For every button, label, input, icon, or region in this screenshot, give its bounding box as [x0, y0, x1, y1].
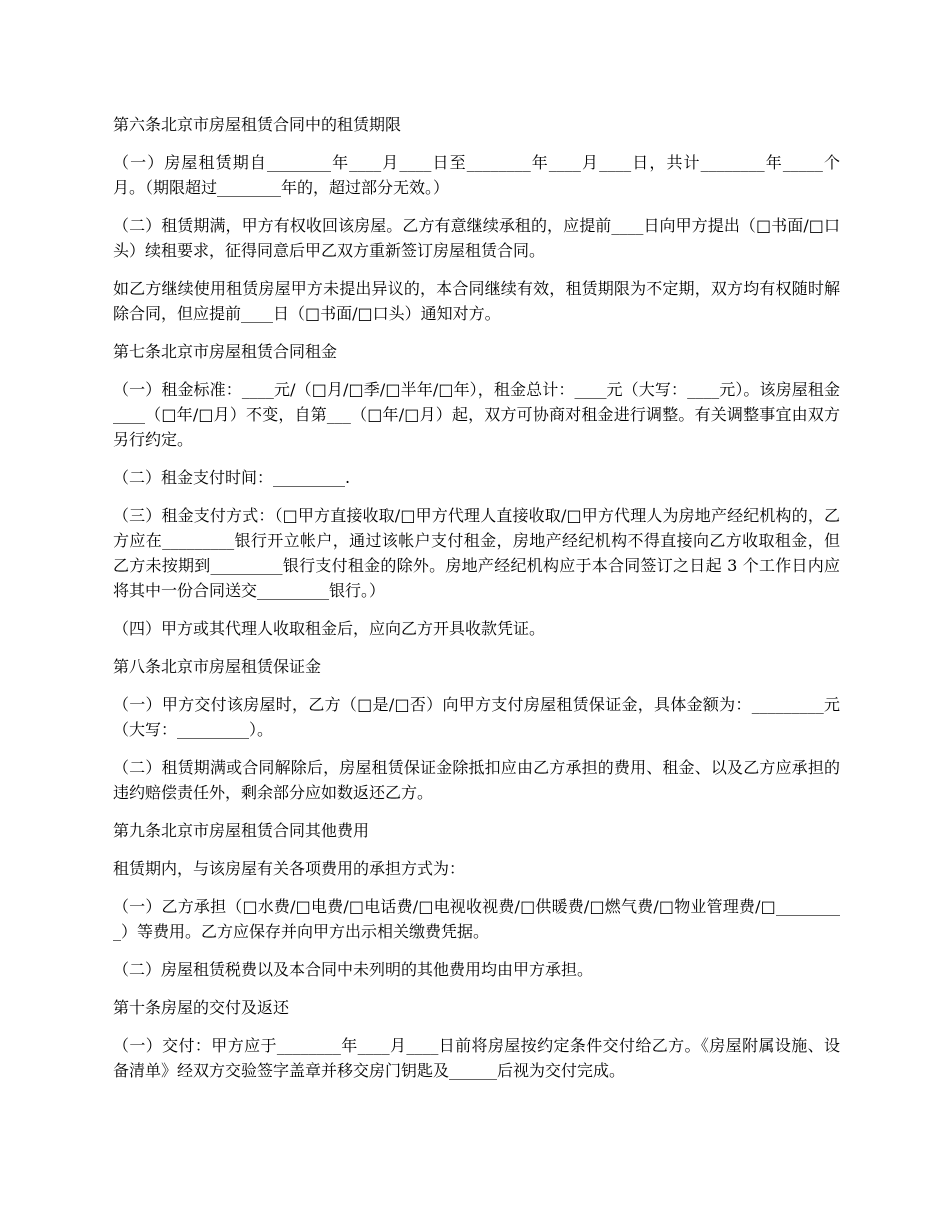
paragraph-rent-receipt: （四）甲方或其代理人收取租金后，应向乙方开具收款凭证。	[113, 619, 546, 638]
paragraph-deposit-return: （二）租赁期满或合同解除后，房屋租赁保证金除抵扣应由乙方承担的费用、租金、以及乙方应承担的违约赔偿责任外，剩余部分应如数返还乙方。	[113, 758, 840, 802]
document-page	[113, 112, 840, 1096]
section-heading-article-6: 第六条北京市房屋租赁合同中的租赁期限	[113, 115, 402, 134]
paragraph-handover: （一）交付：甲方应于________年____月____日前将房屋按约定条件交付给乙方。《房屋附属设施、设备清单》经双方交验签字盖章并移交房门钥匙及______后视为交付完成。	[113, 1036, 840, 1080]
paragraph-lease-term: （一）房屋租赁期自________年____月____日至________年____月____日，共计________年_____个月。（期限超过________年的，超过部分无效。）	[113, 153, 840, 197]
section-heading-article-7: 第七条北京市房屋租赁合同租金	[113, 342, 338, 361]
paragraph-fees-landlord: （二）房屋租赁税费以及本合同中未列明的其他费用均由甲方承担。	[113, 960, 594, 979]
paragraph-deposit-amount: （一）甲方交付该房屋时，乙方（□是/□否）向甲方支付房屋租赁保证金，具体金额为：_________元（大写：_________）。	[113, 695, 840, 739]
paragraph-rent-standard: （一）租金标准：____元/（□月/□季/□半年/□年），租金总计：____元（大写：____元）。该房屋租金____（□年/□月）不变，自第___（□年/□月）起，双方可协商对租金进行调整。有关调整事宜由双方另行约定。	[113, 380, 840, 449]
section-heading-article-8: 第八条北京市房屋租赁保证金	[113, 657, 322, 676]
paragraph-rent-payment-time: （二）租金支付时间：_________.	[113, 468, 351, 487]
paragraph-indefinite-term: 如乙方继续使用租赁房屋甲方未提出异议的，本合同继续有效，租赁期限为不定期，双方均有权随时解除合同，但应提前____日（□书面/□口头）通知对方。	[113, 279, 840, 323]
paragraph-rent-payment-method: （三）租金支付方式：（□甲方直接收取/□甲方代理人直接收取/□甲方代理人为房地产经纪机构的，乙方应在_________银行开立帐户，通过该帐户支付租金，房地产经纪机构不得直接向乙方收取租金，但乙方未按期到_________银行支付租金的除外。房地产经纪机构应于本合同签订之日起 3 个工作日内应将其中一份合同送交_________银行。）	[113, 506, 840, 600]
paragraph-fees-intro: 租赁期内，与该房屋有关各项费用的承担方式为：	[113, 859, 466, 878]
section-heading-article-9: 第九条北京市房屋租赁合同其他费用	[113, 821, 370, 840]
paragraph-fees-tenant: （一）乙方承担（□水费/□电费/□电话费/□电视收视费/□供暖费/□燃气费/□物业管理费/□_________）等费用。乙方应保存并向甲方出示相关缴费凭据。	[113, 897, 840, 941]
paragraph-lease-renewal: （二）租赁期满，甲方有权收回该房屋。乙方有意继续承租的，应提前____日向甲方提出（□书面/□口头）续租要求，征得同意后甲乙双方重新签订房屋租赁合同。	[113, 216, 840, 260]
section-heading-article-10: 第十条房屋的交付及返还	[113, 998, 290, 1017]
